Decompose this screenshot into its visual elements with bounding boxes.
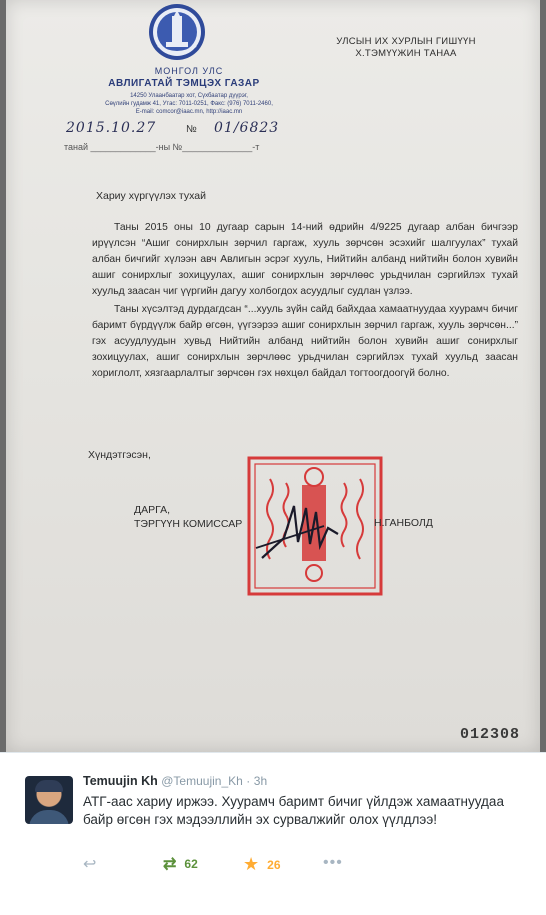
avatar-shoulders bbox=[29, 810, 69, 824]
avatar[interactable] bbox=[25, 776, 73, 824]
tweet-author-name[interactable]: Temuujin Kh bbox=[83, 774, 158, 788]
date-number-line bbox=[64, 120, 304, 140]
more-button[interactable] bbox=[323, 854, 343, 872]
handwritten-signature-icon bbox=[254, 498, 344, 568]
avatar-cap bbox=[35, 780, 63, 792]
org-name: АВЛИГАТАЙ ТЭМЦЭХ ГАЗАР bbox=[108, 78, 260, 89]
recipient-line: УЛСЫН ИХ ХУРЛЫН ГИШҮҮН bbox=[336, 36, 476, 47]
reply-icon: ↩ bbox=[83, 856, 97, 873]
tweet-card[interactable] bbox=[0, 752, 546, 915]
org-country: МОНГОЛ УЛС bbox=[154, 66, 224, 76]
body-paragraph: Таны хүсэлтэд дурдагдсан “...хууль зүйн сайд байхдаа хамаатнуудаа хуурамч бичиг баримт бүрдүүлж байр өгсөн, үүгээрээ ашиг сонирхлын зөрчил гаргаж, хууль зөрчсөн...” гэх асуудлуудын хувьд Нийтийн албанд нийтийн болон хувийн ашиг сонирхлыг зохицуулах, ашиг сонирхлын зөрчлөөс урьдчилан сэргийлэх тухай хуульд заасан хориглолт, хязгаарлалтыг зөрчсөн гэх нөхцөл байдал тогтоогдоогүй болно. bbox=[92, 304, 518, 379]
favorite-button[interactable] bbox=[243, 854, 281, 875]
retweet-button[interactable] bbox=[163, 854, 198, 874]
letter-paper bbox=[6, 0, 540, 752]
body-paragraph: Таны 2015 оны 10 дугаар сарын 14-ний өдрийн 4/9225 дугаар албан бичгээр ирүүлсэн “Ашиг сонирхлын зөрчил гаргаж, хууль зөрчсөн эсэхийг шалгуулах” тухай албан бичгийг хүлээн авч Авлигын эсрэг хууль, Нийтийн албанд нийтийн болон хувийн ашиг сонирхлыг зохицуулах, ашиг сонирхлын зөрчлөөс урьдчилан сэргийлэх тухай хуульд заасан чиг үүргийн дагуу холбогдох асуудлыг судлан үзлээ. bbox=[92, 222, 518, 297]
reply-button[interactable] bbox=[83, 854, 96, 874]
org-address-line: E-mail: comcor@iaac.mn, http://iaac.mn bbox=[135, 109, 243, 115]
mongolia-emblem-icon bbox=[144, 2, 210, 62]
signatory-title-line: ТЭРГҮҮН КОМИССАР bbox=[134, 518, 243, 530]
letter-subject: Хариу хүргүүлэх тухай bbox=[96, 190, 206, 202]
signatory-title bbox=[134, 503, 242, 531]
tweet-timestamp[interactable]: 3h bbox=[253, 774, 268, 788]
tweet-separator: · bbox=[246, 774, 251, 788]
recipient-line: Х.ТЭМҮҮЖИН ТАНАА bbox=[355, 48, 457, 59]
tweet-author-handle[interactable]: @Temuujin_Kh bbox=[161, 774, 243, 788]
tweet-header bbox=[83, 774, 267, 788]
number-sign: № bbox=[186, 124, 197, 135]
letter-body bbox=[92, 220, 518, 384]
retweet-icon: ⇄ bbox=[163, 856, 177, 873]
tweet-text: АТГ-аас хариу иржээ. Хуурамч баримт бичиг үйлдэж хамаатнуудаа байр өгсөн гэх мэдээллийн эх сурвалжийг олох үүлдлээ! bbox=[83, 794, 504, 827]
reference-line: танай _____________-ны №______________-т bbox=[64, 142, 260, 152]
retweet-count: 62 bbox=[184, 857, 198, 871]
handwritten-date: 2015.10.27 bbox=[66, 120, 157, 136]
org-address-line: 14250 Улаанбаатар хот, Сүхбаатар дүүрэг, bbox=[130, 93, 248, 99]
tweet-actions bbox=[83, 854, 383, 874]
signatory-name: Н.ГАНБОЛД bbox=[374, 517, 433, 529]
closing-regards: Хүндэтгэсэн, bbox=[88, 449, 151, 461]
org-address-line: Сөүлийн гудамж 41, Утас: 7011-0251, Факс: (976) 7011-2460, bbox=[105, 101, 273, 107]
org-address bbox=[84, 92, 294, 116]
star-icon: ★ bbox=[243, 854, 260, 874]
signatory-title-line: ДАРГА, bbox=[134, 504, 171, 516]
handwritten-number: 01/6823 bbox=[214, 120, 280, 136]
favorite-count: 26 bbox=[267, 857, 281, 872]
more-dots-icon: ••• bbox=[323, 854, 343, 871]
recipient-block bbox=[306, 36, 506, 60]
serial-number: 012308 bbox=[460, 726, 521, 743]
